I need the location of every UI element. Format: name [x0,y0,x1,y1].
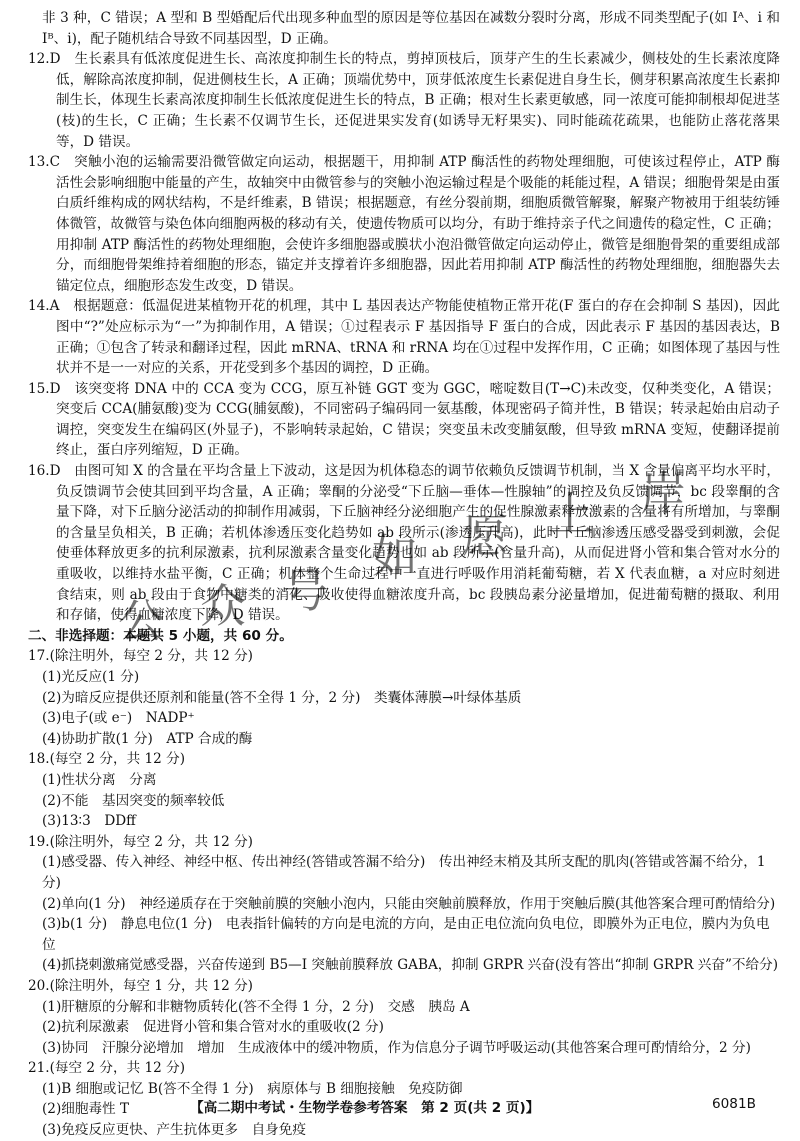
answer-line: (2)抗利尿激素 促进肾小管和集合管对水的重吸收(2 分) [42,1019,384,1036]
document-body [28,8,780,1141]
answer-line: (3)13∶3 DDff [42,813,136,830]
answer-line: (2)为暗反应提供还原剂和能量(答不全得 1 分，2 分) 类囊体薄膜→叶绿体基质 [42,689,522,706]
answer-line: (3)协同 汗腺分泌增加 增加 生成液体中的缓冲物质，作为信息分子调节呼吸运动(其他答案合理可酌情给分，2 分) [42,1039,751,1056]
answer-line: (2)细胞毒性 T [42,1101,130,1118]
answer-head: 19.(除注明外，每空 2 分，共 12 分) [28,833,253,850]
answer-line: (3)免疫反应更快、产生抗体更多 自身免疫 [42,1122,306,1139]
answer-head: 18.(每空 2 分，共 12 分) [28,751,186,768]
explanation-paragraph: 15.D 该突变将 DNA 中的 CCA 变为 CCG，原互补链 GGT 变为 GGC，嘧啶数目(T→C)未改变，仅种类变化，A 错误；突变后 CCA(脯氨酸)变为 CCG(脯氨酸)，不同密码子编码同一氨基酸，体现密码子简并性，B 错误；转录起始由启动子调控，突变发生在编码区(外显子)，不影响转录起始，C 错误；突变虽未改变脯氨酸，但导致 mRNA 变短，使翻译提前终止，蛋白序列缩短，D 正确。 [28,380,780,459]
answer-line: (1)感受器、传入神经、神经中枢、传出神经(答错或答漏不给分) 传出神经末梢及其所支配的肌肉(答错或答漏不给分，1 分) [42,854,766,891]
watermark-char: 众 [200,579,246,633]
answer-line: (1)光反应(1 分) [42,669,140,685]
answer-line: (1)B 细胞或记忆 B(答不全得 1 分) 病原体与 B 细胞接触 免疫防御 [42,1080,463,1097]
watermark-char: 上 [548,487,594,541]
answer-head: 21.(每空 2 分，共 12 分) [28,1060,186,1077]
watermark-char: 公 [118,594,164,648]
answer-line: (3)b(1 分) 静息电位(1 分) 电表指针偏转的方向是电流的方向，是由正电位流向负电位，即膜外为正电位，膜内为负电位 [42,916,770,953]
answer-head: 20.(除注明外，每空 1 分，共 12 分) [28,977,253,994]
answer-line: (2)单向(1 分) 神经递质存在于突触前膜的突触小泡内，只能由突触前膜释放，作用于突触后膜(其他答案合理可酌情给分) [42,895,776,912]
watermark-char: 号 [282,564,328,618]
answer-line: (4)抓挠刺激痛觉感受器，兴奋传递到 B5—I 突触前膜释放 GABA，抑制 GRPR 兴奋(没有答出“抑制 GRPR 兴奋”不给分) [42,957,779,974]
watermark-char: 如 [372,529,418,583]
watermark-char: 岸 [640,467,686,521]
explanation-paragraph: 12.D 生长素具有低浓度促进生长、高浓度抑制生长的特点，剪掉顶枝后，顶芽产生的生长素减少，侧枝处的生长素浓度降低，解除高浓度抑制，促进侧枝生长，A 正确；顶端优势中，顶芽低浓度生长素促进自身生长，侧芽积累高浓度生长素抑制生长，体现生长素高浓度抑制生长低浓度促进生长的特点，B 正确；根对生长素更敏感，同一浓度可能抑制根却促进茎(枝)的生长，C 正确；生长素不仅调节生长，还促进果实发育(如诱导无籽果实)、同时能疏花疏果，也能防止落花落果等，D 错误。 [28,51,780,150]
answer-list [28,646,780,1140]
section-title: 二、非选择题：本题共 5 小题，共 60 分。 [28,627,293,644]
answer-line: (1)性状分离 分离 [42,771,157,788]
explanation-paragraph: 非 3 种，C 错误；A 型和 B 型婚配后代出现多种血型的原因是等位基因在减数分裂时分离，形成不同类型配子(如 Iᴬ、i 和 Iᴮ、i)，配子随机结合导致不同基因型，D 正确。 [42,10,780,47]
answer-head: 17.(除注明外，每空 2 分，共 12 分) [28,648,253,665]
answer-explanations [28,8,780,626]
answer-line: (4)协助扩散(1 分) ATP 合成的酶 [42,730,253,747]
explanation-paragraph: 16.D 由图可知 X 的含量在平均含量上下波动，这是因为机体稳态的调节依赖负反馈调节机制，当 X 含量偏离平均水平时，负反馈调节会使其回到平均含量，A 正确；睾酮的分泌受“下丘脑—垂体—性腺轴”的调控及负反馈调节，bc 段睾酮的含量下降，对下丘脑分泌活动的抑制作用减弱，下丘脑神经分泌细胞产生的促性腺激素释放激素的含量将有所增加，与睾酮的含量呈负相关，B 正确；若机体渗透压变化趋势如 ab 段所示(渗透压升高)，此时下丘脑渗透压感受器受到刺激，会促使垂体释放更多的抗利尿激素，抗利尿激素含量变化趋势也如 ab 段所示(含量升高)，从而促进肾小管和集合管对水分的重吸收，以维持水盐平衡，C 正确；机体整个生命过程中一直进行呼吸作用消耗葡萄糖，若 X 代表血糖，a 对应时刻进食结束，则 ab 段由于食物中糖类的消化、吸收使得血糖浓度升高，bc 段胰岛素分泌量增加，促进葡萄糖的摄取、利用和存储，使得血糖浓度下降，D 错误。 [28,463,780,624]
answer-line: (3)电子(或 e⁻) NADP⁺ [42,710,195,727]
footer-title: 【高二期中考试・生物学卷参考答案 第 2 页(共 2 页)】 [190,1100,540,1116]
footer-code: 6081B [712,1096,756,1112]
explanation-paragraph: 13.C 突触小泡的运输需要沿微管做定向运动，根据题干，用抑制 ATP 酶活性的药物处理细胞，可使该过程停止，ATP 酶活性会影响细胞中能量的产生，故轴突中由微管参与的突触小泡运输过程是个吸能的耗能过程，A 错误；细胞骨架是由蛋白质纤维构成的网状结构，不是纤维素，B 错误；根据题意，有丝分裂前期，细胞质微管解聚，解聚产物被用于组装纺锤体微管，故微管与染色体向细胞两极的移动有关，使遗传物质可以均分，有助于维持亲子代之间遗传的稳定性，C 正确；用抑制 ATP 酶活性的药物处理细胞，会使许多细胞器或膜状小泡沿微管做定向运动停止，微管是细胞骨架的重要组成部分，而细胞骨架维持着细胞的形态，锚定并支撑着许多细胞器，因此若用抑制 ATP 酶活性的药物处理细胞，细胞器失去锚定位点，细胞形态发生改变，D 错误。 [28,154,780,294]
answer-line: (2)不能 基因突变的频率较低 [42,792,225,809]
explanation-paragraph: 14.A 根据题意：低温促进某植物开花的机理，其中 L 基因表达产物能使植物正常开花(F 蛋白的存在会抑制 S 基因)，因此图中“?”处应标示为“一”为抑制作用，A 错误；①过程表示 F 基因指导 F 蛋白的合成，因此表示 F 基因的基因表达，B 正确；①包含了转录和翻译过程，因此 mRNA、tRNA 和 rRNA 均在①过程中发挥作用，C 正确；如图体现了基因与性状并不是一一对应的关系，开花受到多个基因的调控，D 正确。 [28,298,780,377]
answer-line: (1)肝糖原的分解和非糖物质转化(答不全得 1 分，2 分) 交感 胰岛 A [42,998,470,1015]
watermark-char: 愿 [462,509,508,563]
